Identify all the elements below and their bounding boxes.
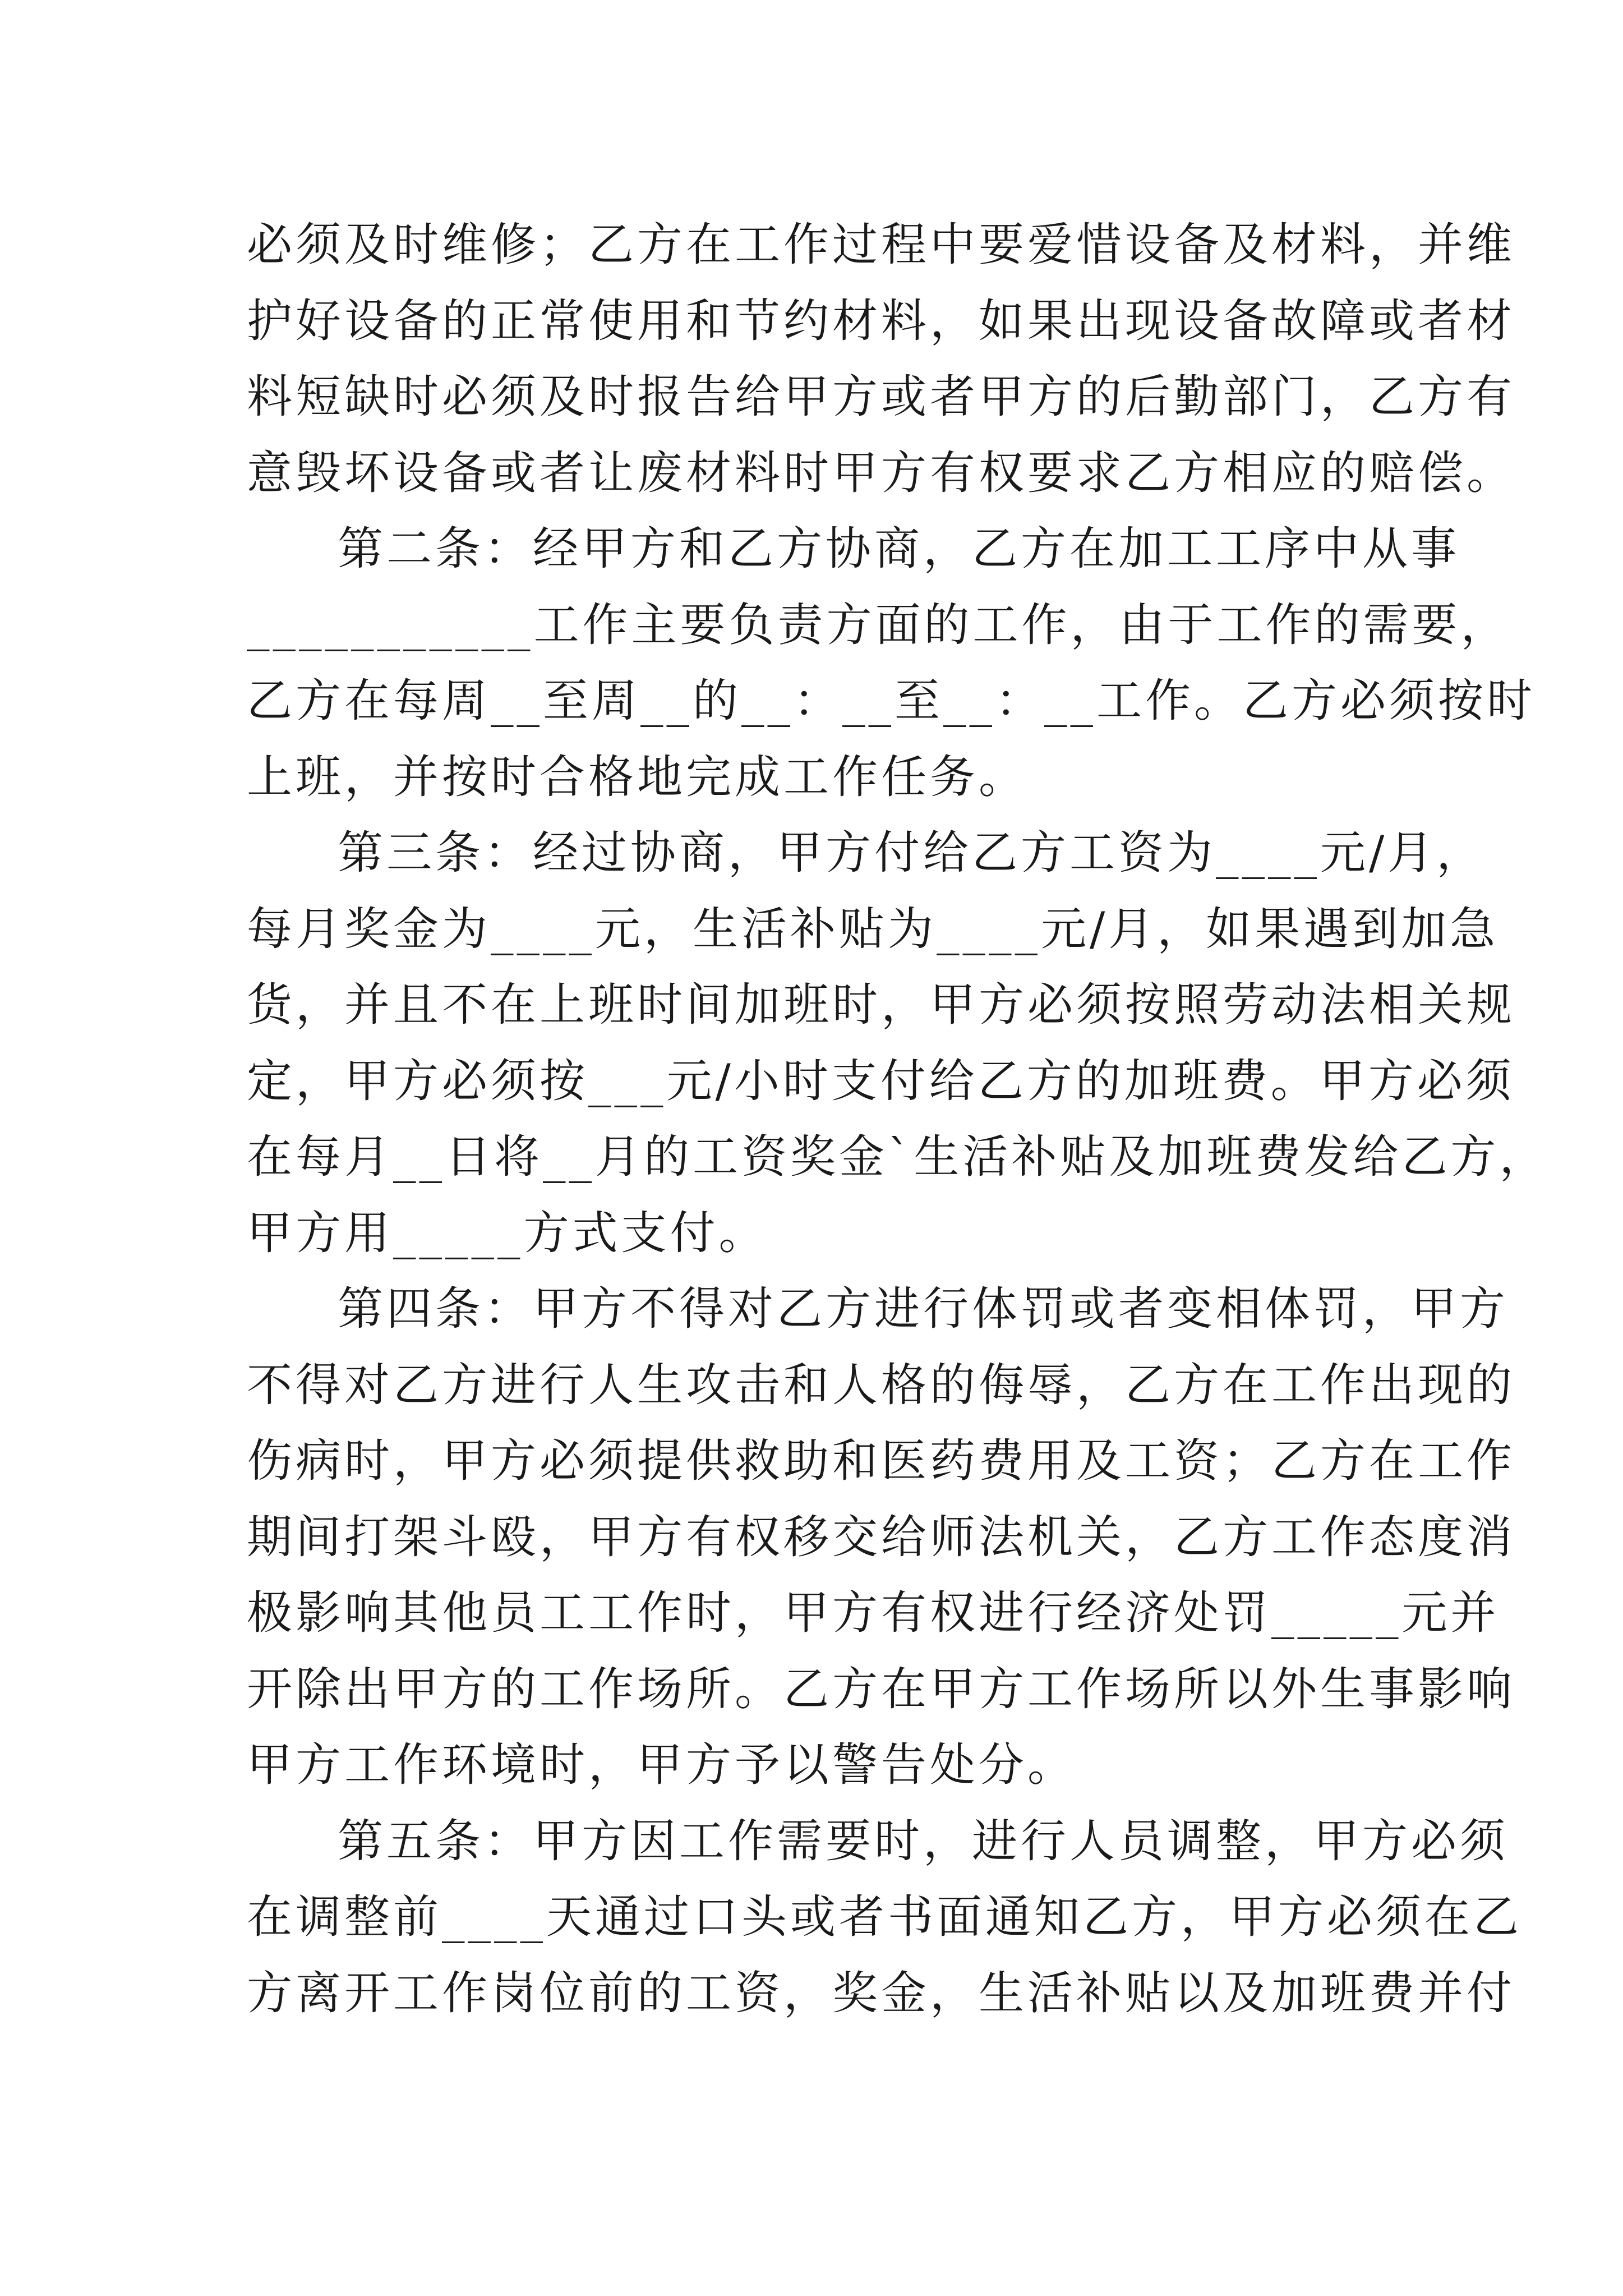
text-line: 甲方用_____方式支付。 xyxy=(247,1207,768,1260)
document-body xyxy=(247,208,1548,2032)
article-5-heading-line: 第五条：甲方因工作需要时，进行人员调整，甲方必须 xyxy=(338,1815,1509,1868)
article-2-heading-line: 第二条：经甲方和乙方协商，乙方在加工工序中从事 xyxy=(338,523,1460,576)
text-line: 货，并且不在上班时间加班时，甲方必须按照劳动法相关规 xyxy=(247,979,1516,1032)
text-line: 上班，并按时合格地完成工作任务。 xyxy=(247,751,1028,804)
text-line: 料短缺时必须及时报告给甲方或者甲方的后勤部门，乙方有 xyxy=(247,371,1516,424)
text-line: ___________工作主要负责方面的工作，由于工作的需要， xyxy=(247,599,1510,652)
text-line: 每月奖金为____元，生活补贴为____元/月，如果遇到加急 xyxy=(247,903,1499,956)
text-line: 在调整前____天通过口头或者书面通知乙方，甲方必须在乙 xyxy=(247,1891,1523,1944)
text-line: 开除出甲方的工作场所。乙方在甲方工作场所以外生事影响 xyxy=(247,1663,1516,1716)
text-line: 乙方在每周__至周__的__：__至__：__工作。乙方必须按时 xyxy=(247,675,1536,728)
text-line: 定，甲方必须按___元/小时支付给乙方的加班费。甲方必须 xyxy=(247,1055,1515,1108)
text-line: 意毁坏设备或者让废材料时甲方有权要求乙方相应的赔偿。 xyxy=(247,447,1516,500)
text-line: 期间打架斗殴，甲方有权移交给师法机关，乙方工作态度消 xyxy=(247,1511,1516,1564)
text-line: 极影响其他员工工作时，甲方有权进行经济处罚_____元并 xyxy=(247,1587,1500,1640)
article-4-heading-line: 第四条：甲方不得对乙方进行体罚或者变相体罚，甲方 xyxy=(338,1283,1509,1336)
text-line: 方离开工作岗位前的工资，奖金，生活补贴以及加班费并付 xyxy=(247,1967,1516,2020)
article-3-heading-line: 第三条：经过协商，甲方付给乙方工资为____元/月， xyxy=(338,827,1486,880)
text-line: 必须及时维修；乙方在工作过程中要爱惜设备及材料，并维 xyxy=(247,219,1516,272)
text-line: 护好设备的正常使用和节约材料，如果出现设备故障或者材 xyxy=(247,295,1516,348)
text-line: 伤病时，甲方必须提供救助和医药费用及工资；乙方在工作 xyxy=(247,1435,1516,1488)
text-line: 在每月__日将__月的工资奖金`生活补贴及加班费发给乙方， xyxy=(247,1131,1548,1184)
text-line: 不得对乙方进行人生攻击和人格的侮辱，乙方在工作出现的 xyxy=(247,1359,1516,1412)
text-line: 甲方工作环境时，甲方予以警告处分。 xyxy=(247,1739,1077,1792)
